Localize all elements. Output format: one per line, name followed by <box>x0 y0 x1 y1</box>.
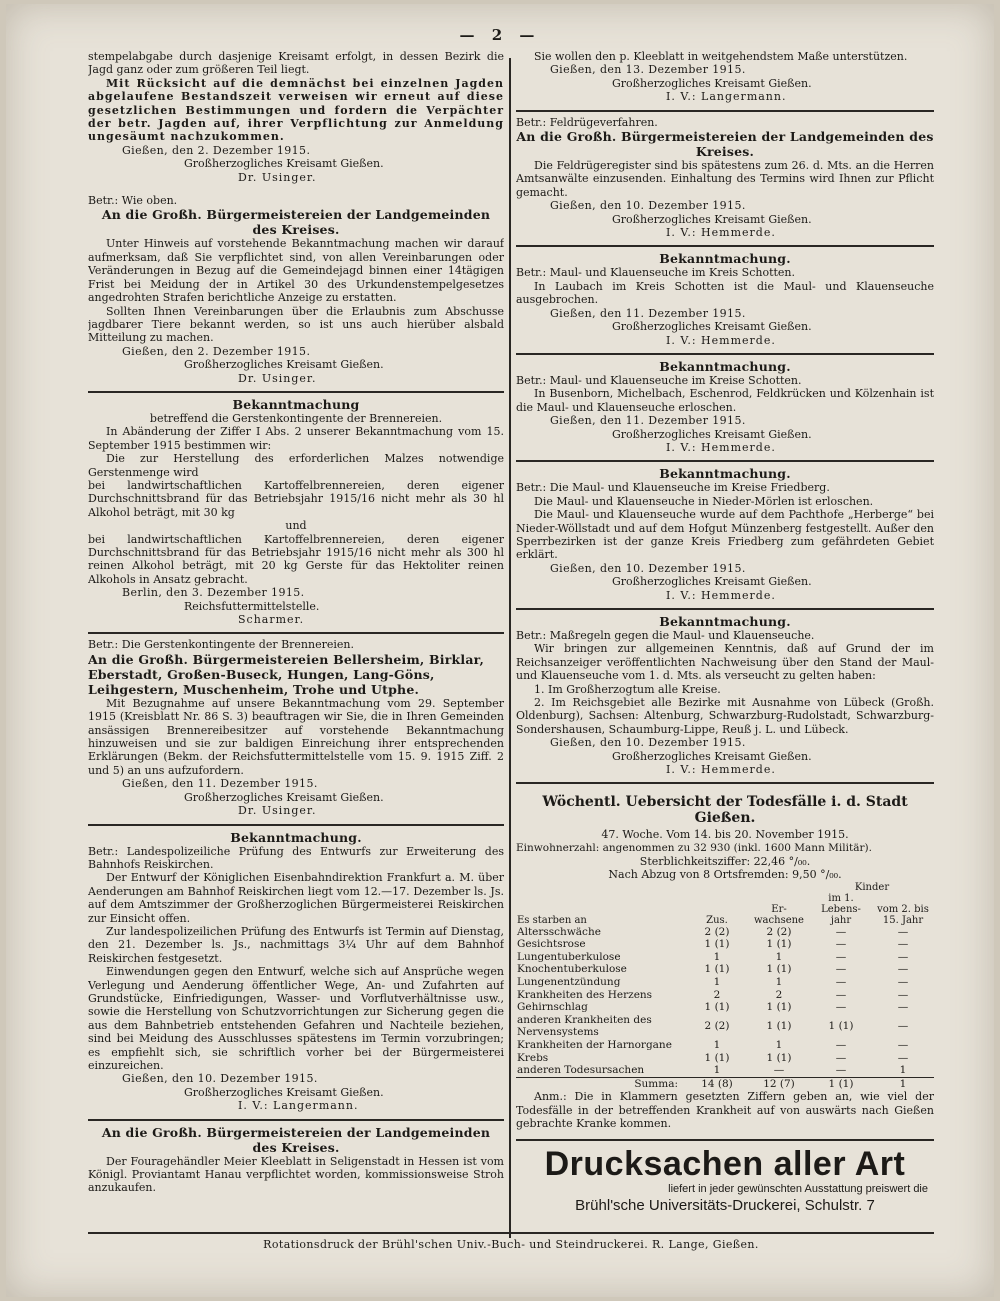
authority: Großherzogliches Kreisamt Gießen. <box>612 749 812 763</box>
death-table-body <box>516 926 934 1078</box>
total-cell: 1 <box>713 976 721 989</box>
total-cell: 2 (2) <box>704 925 730 938</box>
child1-cell: — <box>835 963 847 976</box>
notice-field-penalty <box>516 110 934 240</box>
paragraph: In Busenborn, Michelbach, Eschenrod, Feldkrücken und Kölzenhain ist die Maul- und Klauenseuche erloschen. <box>516 387 934 414</box>
ad-tagline: liefert in jeder gewünschten Ausstattung preiswert die <box>668 1182 928 1195</box>
authority: Großherzogliches Kreisamt Gießen. <box>184 1085 384 1099</box>
notice-fmd-friedberg <box>516 460 934 602</box>
sum-label: Summa: <box>516 1077 686 1090</box>
notice-heading: Bekanntmachung. <box>659 358 791 374</box>
child2-cell: — <box>897 925 909 938</box>
total-cell: 1 (1) <box>704 1001 730 1014</box>
place-date: Berlin, den 3. Dezember 1915. <box>122 586 305 600</box>
cause-cell: Knochentuberkulose <box>517 963 627 976</box>
table-row <box>516 1039 934 1052</box>
right-column <box>516 50 934 1230</box>
place-date: Gießen, den 11. Dezember 1915. <box>122 777 318 791</box>
betr-line: Betr.: Maßregeln gegen die Maul- und Klauenseuche. <box>516 629 815 642</box>
child2-cell: 1 <box>899 1064 907 1077</box>
sum-child1: 1 (1) <box>810 1077 872 1090</box>
child1-cell: — <box>835 950 847 963</box>
table-row <box>516 1014 934 1039</box>
cause-cell: Gesichtsrose <box>517 938 586 951</box>
column-header: Es starben an <box>517 914 587 926</box>
adults-cell: 1 (1) <box>766 963 792 976</box>
adults-cell: 1 (1) <box>766 938 792 951</box>
betr-line: Betr.: Wie oben. <box>88 194 178 208</box>
cause-cell: Krebs <box>517 1051 549 1064</box>
notice-hunting-agreements <box>88 194 504 385</box>
signature: I. V.: Hemmerde. <box>666 763 776 777</box>
child2-cell: — <box>897 1051 909 1064</box>
paragraph: und <box>285 519 307 533</box>
paragraph: Mit Bezugnahme auf unsere Bekanntmachung vom 29. September 1915 (Kreisblatt Nr. 86 S. 3) beauftragen wir Sie, die in Ihren Gemeinden ansässigen Brennereibesitzer auf vorstehende Bekanntmachung hinzuweisen und sie zur baldigen Einreichung ihrer entsprechenden Erklärungen (Bekm. der Reichsfuttermittelstelle vom 15. 9. 1915 Ziff. 2 und 5) an uns aufzufordern. <box>88 696 504 777</box>
paragraph: Die Maul- und Klauenseuche wurde auf dem Pachthofe „Herberge“ bei Nieder-Wöllstadt und auf dem Hofgut Münzenberg festgestellt. Außer den Sperrbezirken ist der ganze Kreis Friedberg zum gefährdeten Gebiet erklärt. <box>516 508 934 562</box>
child1-cell: — <box>835 1001 847 1014</box>
child1-cell: — <box>835 988 847 1001</box>
betr-line: Betr.: Die Gerstenkontingente der Brennereien. <box>88 638 354 652</box>
adults-cell: 1 <box>775 1039 783 1052</box>
cause-cell: Lungentuberkulose <box>517 950 621 963</box>
table-row <box>516 938 934 951</box>
ad-title: Drucksachen aller Art <box>544 1144 906 1183</box>
notice-heading: Bekanntmachung. <box>659 466 791 482</box>
table-row <box>516 1064 934 1077</box>
cause-cell: Altersschwäche <box>517 925 601 938</box>
child2-cell: — <box>897 950 909 963</box>
child2-cell: — <box>897 1001 909 1014</box>
column-header: Zus. <box>706 914 728 926</box>
footer-rule <box>88 1232 934 1234</box>
signature: Dr. Usinger. <box>238 804 317 818</box>
betr-line: Betr.: Feldrügeverfahren. <box>516 115 658 129</box>
mortality-net-line: Nach Abzug von 8 Ortsfremden: 9,50 °/₀₀. <box>608 868 842 882</box>
child2-cell: — <box>897 938 909 951</box>
place-date: Gießen, den 11. Dezember 1915. <box>550 306 746 320</box>
death-statistics <box>516 782 934 1130</box>
sum-row <box>516 1077 934 1090</box>
table-note: Anm.: Die in Klammern gesetzten Ziffern geben an, wie viel der Todesfälle in der betreffenden Krankheit auf von auswärts nach Gießen gebrachte Kranke kommen. <box>516 1090 934 1131</box>
death-table-title: Wöchentl. Uebersicht der Todesfälle i. d. Stadt Gießen. <box>542 794 908 827</box>
betr-line: Betr.: Die Maul- und Klauenseuche im Kreise Friedberg. <box>516 481 830 495</box>
signature: I. V.: Hemmerde. <box>666 440 776 454</box>
notice-heading: An die Großh. Bürgermeistereien Bellersheim, Birklar, Eberstadt, Großen-Buseck, Hungen, Lang-Göns, Leihgestern, Muschenheim, Trohe und Utphe. <box>88 651 485 697</box>
place-date: Gießen, den 10. Dezember 1915. <box>550 199 746 213</box>
printing-advertisement <box>516 1139 934 1214</box>
place-date: Gießen, den 2. Dezember 1915. <box>122 143 311 157</box>
death-table <box>516 882 934 1091</box>
sum-adults: 12 (7) <box>748 1077 810 1090</box>
adults-cell: 1 (1) <box>766 1051 792 1064</box>
authority: Großherzogliches Kreisamt Gießen. <box>184 157 384 171</box>
adults-cell: 2 <box>775 988 783 1001</box>
paragraph: Zur landespolizeilichen Prüfung des Entwurfs ist Termin auf Dienstag, den 21. Dezember ls. Js., nachmittags 3¼ Uhr auf dem Bahnhof Reiskirchen festgesetzt. <box>88 924 504 965</box>
child1-cell: — <box>835 938 847 951</box>
place-date: Gießen, den 10. Dezember 1915. <box>122 1072 318 1086</box>
printer-footer: Rotationsdruck der Brühl'schen Univ.-Buch- und Steindruckerei. R. Lange, Gießen. <box>263 1238 759 1251</box>
table-row <box>516 1052 934 1065</box>
table-row <box>516 951 934 964</box>
paragraph: In Abänderung der Ziffer I Abs. 2 unserer Bekanntmachung vom 15. September 1915 bestimmen wir: <box>88 425 504 452</box>
paragraph: 1. Im Großherzogtum alle Kreise. <box>534 682 721 696</box>
child2-cell: — <box>897 1020 909 1033</box>
child1-cell: — <box>835 976 847 989</box>
death-table-week: 47. Woche. Vom 14. bis 20. November 1915. <box>601 828 849 842</box>
notice-barley-municipalities <box>88 632 504 817</box>
notice-fmd-measures <box>516 608 934 776</box>
notice-fmd-schotten <box>516 353 934 454</box>
notice-heading: Bekanntmachung. <box>659 614 791 629</box>
paragraph: Sollten Ihnen Vereinbarungen über die Erlaubnis zum Abschusse jagdbarer Tiere bekannt werden, so ist uns auch hierüber alsbald Mitteilung zu machen. <box>88 304 504 345</box>
place-date: Gießen, den 11. Dezember 1915. <box>550 414 746 428</box>
notice-kleeblatt-straw <box>88 1119 504 1195</box>
notice-fmd-laubach <box>516 245 934 346</box>
newspaper-page <box>6 4 994 1297</box>
signature: Dr. Usinger. <box>238 170 317 184</box>
total-cell: 1 (1) <box>704 963 730 976</box>
authority: Großherzogliches Kreisamt Gießen. <box>184 358 384 372</box>
population-line: Einwohnerzahl: angenommen zu 32 930 (inkl. 1600 Mann Militär). <box>516 841 872 854</box>
ad-company: Brühl'sche Universitäts-Druckerei, Schulstr. 7 <box>575 1196 875 1214</box>
paragraph: 2. Im Reichsgebiet alle Bezirke mit Ausnahme von Lübeck (Großh. Oldenburg), Sachsen: Altenburg, Schwarzburg-Rudolstadt, Schwarzburg-Sondershausen, Schaumburg-Lippe, Reuß j. L. und Lübeck. <box>516 696 934 736</box>
column-header: Kinder <box>854 881 890 893</box>
child1-cell: 1 (1) <box>828 1020 854 1033</box>
total-cell: 1 <box>713 1064 721 1077</box>
place-date: Gießen, den 10. Dezember 1915. <box>550 736 746 750</box>
child2-cell: — <box>897 1039 909 1052</box>
paragraph: Sie wollen den p. Kleeblatt in weitgehendstem Maße unterstützen. <box>534 50 908 63</box>
notice-subheading: betreffend die Gerstenkontingente der Brennereien. <box>149 411 443 425</box>
paragraph: bei landwirtschaftlichen Kartoffelbrennereien, deren eigener Durchschnittsbrand für das Betriebsjahr 1915/16 nicht mehr als 30 hl Alkohol beträgt, mit 30 kg <box>88 478 504 519</box>
paragraph: Mit Rücksicht auf die demnächst bei einzelnen Jagden abgelaufene Bestandszeit verweisen wir erneut auf diese gesetzlichen Bestimmungen und fordern die Verpächter der betr. Jagden auf, ihrer Verpflichtung zur Anmeldung ungesäumt nachzukommen. <box>88 76 504 144</box>
paragraph: Wir bringen zur allgemeinen Kenntnis, daß auf Grund der im Reichsanzeiger veröffentlichten Nachweisung über den Stand der Maul- und Klauenseuche vom 1. d. Mts. als verseucht zu gelten haben: <box>516 642 934 683</box>
notice-heading: Bekanntmachung. <box>230 829 362 845</box>
sum-total: 14 (8) <box>686 1077 748 1090</box>
child1-cell: — <box>835 925 847 938</box>
table-row <box>516 926 934 939</box>
column-header: vom 2. bis 15. Jahr <box>877 903 929 926</box>
betr-line: Betr.: Maul- und Klauenseuche im Kreis Schotten. <box>516 266 795 280</box>
paragraph: Unter Hinweis auf vorstehende Bekanntmachung machen wir darauf aufmerksam, daß Sie verpflichtet sind, von allen Vereinbarungen oder Veränderungen in Bezug auf die Gemeindejagd binnen einer 14tägigen Frist bei Meidung der in Artikel 30 des Urkundenstempelgesetzes angedrohten Strafen berichtliche Anzeige zu erstatten. <box>88 237 504 305</box>
authority: Großherzogliches Kreisamt Gießen. <box>612 76 812 90</box>
cause-cell: Krankheiten des Herzens <box>517 988 653 1001</box>
child1-cell: — <box>835 1064 847 1077</box>
authority: Großherzogliches Kreisamt Gießen. <box>612 212 812 226</box>
mortality-line: Sterblichkeitsziffer: 22,46 °/₀₀. <box>639 854 811 868</box>
child2-cell: — <box>897 988 909 1001</box>
signature: I. V.: Hemmerde. <box>666 226 776 240</box>
cause-cell: Krankheiten der Harnorgane <box>517 1039 672 1052</box>
column-divider <box>509 58 511 1238</box>
paragraph: Der Entwurf der Königlichen Eisenbahndirektion Frankfurt a. M. über Aenderungen am Bahnhof Reiskirchen liegt vom 12.—17. Dezember ls. Js. auf dem Amtszimmer der Großherzoglichen Bürgermeisterei Reiskirchen zur Einsicht offen. <box>88 871 504 925</box>
signature: I. V.: Langermann. <box>238 1099 359 1113</box>
notice-reiskirchen-station <box>88 824 504 1113</box>
child2-cell: — <box>897 963 909 976</box>
adults-cell: 2 (2) <box>766 925 792 938</box>
place-date: Gießen, den 13. Dezember 1915. <box>550 63 746 77</box>
signature: Dr. Usinger. <box>238 371 317 385</box>
betr-line: Betr.: Landespolizeiliche Prüfung des Entwurfs zur Erweiterung des Bahnhofs Reiskirchen. <box>88 844 504 871</box>
cause-cell: anderen Krankheiten des Nervensystems <box>517 1013 652 1039</box>
place-date: Gießen, den 2. Dezember 1915. <box>122 344 311 358</box>
adults-cell: 1 <box>775 950 783 963</box>
notice-heading: An die Großh. Bürgermeistereien der Landgemeinden des Kreises. <box>516 129 934 160</box>
page-number: — 2 — <box>459 26 541 44</box>
paragraph: bei landwirtschaftlichen Kartoffelbrennereien, deren eigener Durchschnittsbrand für das Betriebsjahr 1915/16 nicht mehr als 300 hl reinen Alkohol beträgt, mit 20 kg Gerste für das Hektoliter reinen Alkohols in Ansatz gebracht. <box>88 532 504 586</box>
signature: I. V.: Hemmerde. <box>666 588 776 602</box>
notice-barley-quota <box>88 391 504 627</box>
authority: Großherzogliches Kreisamt Gießen. <box>184 790 384 804</box>
betr-line: Betr.: Maul- und Klauenseuche im Kreise Schotten. <box>516 373 802 387</box>
notice-hunting-stamp-tax <box>88 50 504 184</box>
adults-cell: 1 (1) <box>766 1001 792 1014</box>
paragraph: stempelabgabe durch dasjenige Kreisamt erfolgt, in dessen Bezirk die Jagd ganz oder zum größeren Teil liegt. <box>88 50 504 77</box>
authority: Großherzogliches Kreisamt Gießen. <box>612 427 812 441</box>
notice-heading: Bekanntmachung. <box>659 251 791 267</box>
cause-cell: Gehirnschlag <box>517 1001 588 1014</box>
adults-cell: 1 <box>775 976 783 989</box>
child1-cell: — <box>835 1051 847 1064</box>
column-header: im 1. Lebens-jahr <box>821 892 861 926</box>
notice-heading: An die Großh. Bürgermeistereien der Landgemeinden des Kreises. <box>101 1124 491 1155</box>
authority: Reichsfuttermittelstelle. <box>184 599 320 613</box>
notice-heading: An die Großh. Bürgermeistereien der Landgemeinden des Kreises. <box>101 207 491 238</box>
signature: I. V.: Hemmerde. <box>666 333 776 347</box>
cause-cell: anderen Todesursachen <box>517 1064 645 1077</box>
adults-cell: — <box>773 1064 785 1077</box>
signature: I. V.: Langermann. <box>666 90 787 104</box>
paragraph: Die Maul- und Klauenseuche in Nieder-Mörlen ist erloschen. <box>534 494 874 508</box>
total-cell: 1 (1) <box>704 938 730 951</box>
table-row <box>516 1001 934 1014</box>
table-row <box>516 963 934 976</box>
table-row <box>516 989 934 1002</box>
total-cell: 1 (1) <box>704 1051 730 1064</box>
table-row <box>516 976 934 989</box>
signature: Scharmer. <box>238 613 305 627</box>
paragraph: In Laubach im Kreis Schotten ist die Maul- und Klauenseuche ausgebrochen. <box>516 279 934 307</box>
child1-cell: — <box>835 1039 847 1052</box>
total-cell: 2 <box>713 988 721 1001</box>
child2-cell: — <box>897 976 909 989</box>
total-cell: 2 (2) <box>704 1020 730 1033</box>
left-column <box>88 50 504 1230</box>
place-date: Gießen, den 10. Dezember 1915. <box>550 561 746 575</box>
sum-child2: 1 <box>872 1077 934 1090</box>
paragraph: Die Feldrügeregister sind bis spätestens zum 26. d. Mts. an die Herren Amtsanwälte einzusenden. Einhaltung des Termins wird Ihnen zur Pflicht gemacht. <box>516 159 934 199</box>
paragraph: Der Fouragehändler Meier Kleeblatt in Seligenstadt in Hessen ist vom Königl. Proviantamt Hanau verpflichtet worden, kommissionsweise Stroh anzukaufen. <box>88 1154 504 1195</box>
paragraph: Die zur Herstellung des erforderlichen Malzes notwendige Gerstenmenge wird <box>88 452 504 479</box>
cause-cell: Lungenentzündung <box>517 976 621 989</box>
notice-heading: Bekanntmachung <box>232 396 360 412</box>
paragraph: Einwendungen gegen den Entwurf, welche sich auf Ansprüche wegen Verlegung und Aenderung öffentlicher Wege, An- und Zufahrten auf Grundstücke, Einfriedigungen, Wasser- und Vorflutverhältnisse usw., sowie die Herstellung von Schutzvorrichtungen zur Sicherung gegen die aus dem Bahnbetrieb entstehenden Gefahren und Nachteile beziehen, sind bei Meidung des Ausschlusses spätestens im Termin vorzubringen; es empfiehlt sich, sie schriftlich vorher bei der Bürgermeisterei einzureichen. <box>88 965 504 1072</box>
notice-kleeblatt-continued <box>516 50 934 104</box>
column-header: Er-wachsene <box>754 903 804 926</box>
authority: Großherzogliches Kreisamt Gießen. <box>612 320 812 334</box>
adults-cell: 1 (1) <box>766 1020 792 1033</box>
total-cell: 1 <box>713 1039 721 1052</box>
total-cell: 1 <box>713 950 721 963</box>
authority: Großherzogliches Kreisamt Gießen. <box>612 575 812 589</box>
